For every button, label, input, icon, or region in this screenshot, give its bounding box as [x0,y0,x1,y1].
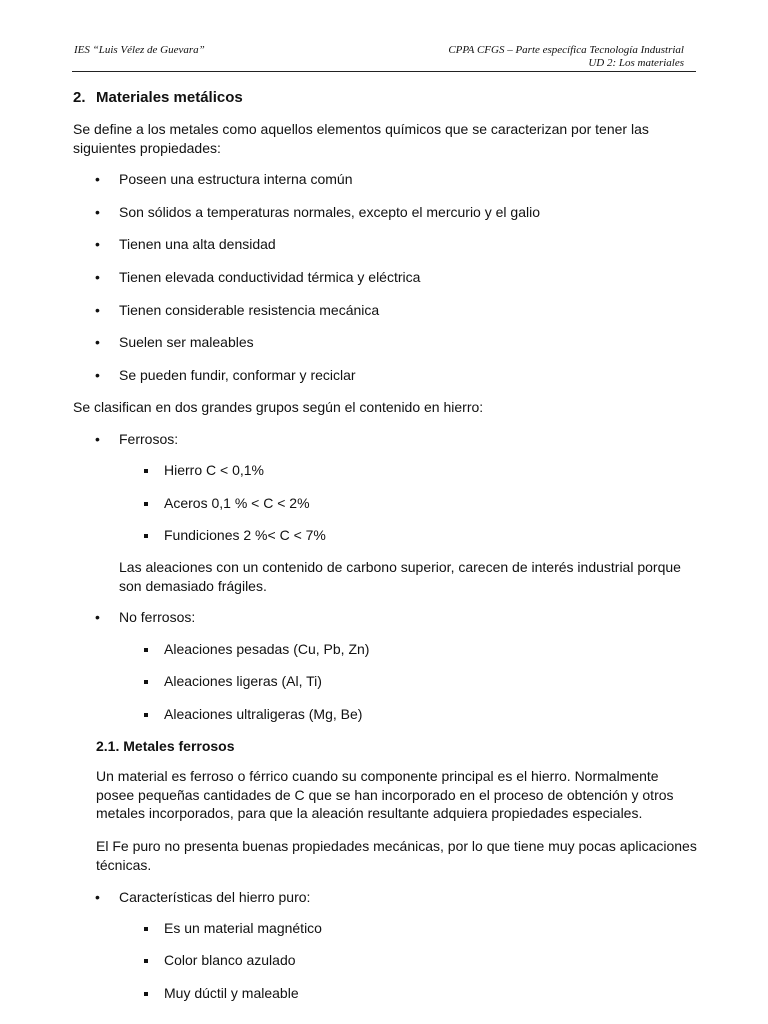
bullet-icon: • [95,204,100,220]
section-intro: Se define a los metales como aquellos elementos químicos que se caracterizan por tener las siguientes propiedades: [73,121,649,156]
list-item: Aceros 0,1 % < C < 2% [164,495,310,511]
square-bullet-icon [144,713,148,717]
square-bullet-icon [144,927,148,931]
header-course-line1: CPPA CFGS – Parte específica Tecnología Industrial [448,44,684,56]
square-bullet-icon [144,502,148,506]
square-bullet-icon [144,648,148,652]
square-bullet-icon [144,469,148,473]
subsection-paragraph-2: El Fe puro no presenta buenas propiedades mecánicas, por lo que tiene muy pocas aplicaciones técnicas. [96,838,697,873]
list-item: Aleaciones ligeras (Al, Ti) [164,673,322,689]
list-item: Tienen una alta densidad [119,236,276,252]
bullet-icon: • [95,431,100,447]
section-title: Materiales metálicos [96,89,243,106]
bullet-icon: • [95,171,100,187]
list-item: Poseen una estructura interna común [119,171,353,187]
ferrosos-label: Ferrosos: [119,431,179,447]
list-item: Son sólidos a temperaturas normales, excepto el mercurio y el galio [119,204,540,220]
square-bullet-icon [144,959,148,963]
bullet-icon: • [95,367,100,383]
list-item: Hierro C < 0,1% [164,462,264,478]
square-bullet-icon [144,680,148,684]
subsection-paragraph-1: Un material es ferroso o férrico cuando su componente principal es el hierro. Normalmente posee pequeñas cantidades de C que se han incorporado en el proceso de obtención y otros metales incorporados, para que la aleación resultante adquiera propiedades especiales. [96,768,674,821]
section-number: 2. [73,89,86,106]
header-school: IES “Luis Vélez de Guevara” [74,44,205,56]
square-bullet-icon [144,992,148,996]
square-bullet-icon [144,534,148,538]
bullet-icon: • [95,609,100,625]
header-divider [72,71,696,72]
list-item: Muy dúctil y maleable [164,985,299,1001]
no-ferrosos-label: No ferrosos: [119,609,196,625]
bullet-icon: • [95,269,100,285]
list-item: Aleaciones pesadas (Cu, Pb, Zn) [164,641,370,657]
list-item: Fundiciones 2 %< C < 7% [164,527,326,543]
bullet-icon: • [95,236,100,252]
list-item: Es un material magnético [164,920,322,936]
ferrosos-note: Las aleaciones con un contenido de carbono superior, carecen de interés industrial porque son demasiado frágiles. [119,559,681,594]
list-item: Tienen elevada conductividad térmica y eléctrica [119,269,421,285]
list-item: Suelen ser maleables [119,334,254,350]
subsection-title: 2.1. Metales ferrosos [96,738,235,754]
list-item: Color blanco azulado [164,952,296,968]
classify-intro: Se clasifican en dos grandes grupos según el contenido en hierro: [73,399,484,415]
header-course-line2: UD 2: Los materiales [588,57,684,69]
list-item: Tienen considerable resistencia mecánica [119,302,380,318]
list-item: Se pueden fundir, conformar y reciclar [119,367,356,383]
bullet-icon: • [95,334,100,350]
bullet-icon: • [95,889,100,905]
header-course [448,44,684,70]
caracteristicas-label: Características del hierro puro: [119,889,311,905]
list-item: Aleaciones ultraligeras (Mg, Be) [164,706,363,722]
bullet-icon: • [95,302,100,318]
